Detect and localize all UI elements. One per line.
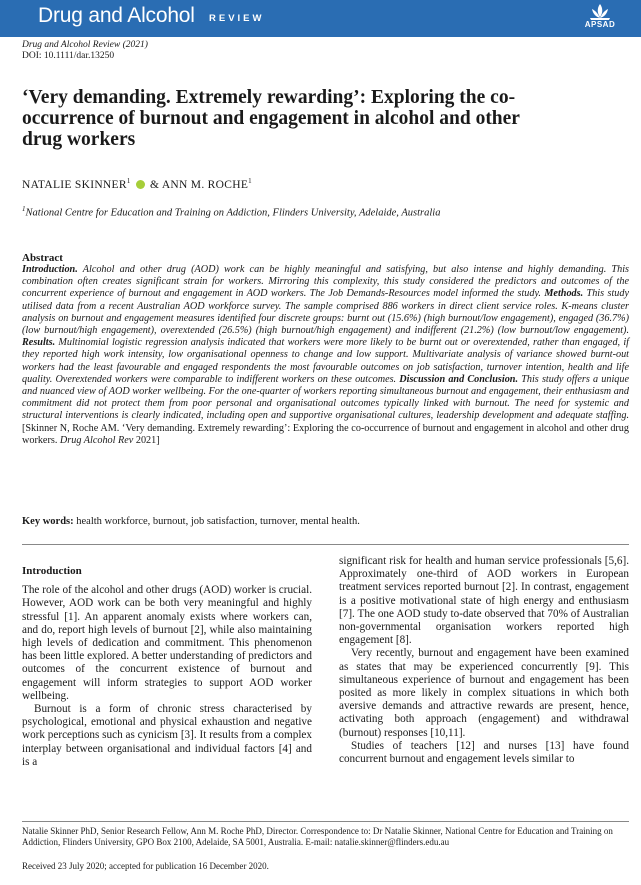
intro-heading: Introduction xyxy=(22,565,82,577)
author-name: & ANN M. ROCHE xyxy=(150,178,249,191)
section-divider xyxy=(22,544,629,545)
author-affil-sup: 1 xyxy=(248,177,252,185)
article-title: ‘Very demanding. Extremely rewarding’: Exploring the co-occurrence of burnout and engagement in alcohol and other drug workers xyxy=(22,87,520,150)
body-paragraph: Burnout is a form of chronic stress characterised by psychological, emotional and physical exhaustion and negative work perceptions such as cynicism [3]. It results from a complex interplay between organisational and individual factors [4] and is a xyxy=(22,703,312,768)
logo-text: APSAD xyxy=(584,20,616,29)
doi: DOI: 10.1111/dar.13250 xyxy=(22,51,115,61)
abstract-intro-label: Introduction. xyxy=(22,264,78,275)
abstract-discussion: This study offers a unique and nuanced view of AOD worker wellbeing. For the one-quarter of workers reporting simultaneous burnout and engagement, their enthusiasm and commitment did not protect them from poor personal and organisational outcomes typically linked with burnout. The need for systemic and structural interventions is clearly indicated, including open and supportive organisational cultures, leadership development and adequate staffing. xyxy=(22,373,629,422)
body-paragraph: significant risk for health and human service professionals [5,6]. Approximately one-third of AOD workers in European treatment services reported burnout [2]. In contrast, engagement is a positive motivational state of high energy and enthusiasm [7]. The one AOD study to-date observed that 70% of Australian non-governmental organisation workers reported high engagement [8]. xyxy=(339,555,629,647)
abstract-body xyxy=(22,264,629,447)
abstract-heading: Abstract xyxy=(22,252,63,264)
affiliation xyxy=(22,205,440,219)
apsad-logo xyxy=(580,3,620,35)
affil-sup: 1 xyxy=(22,205,26,213)
body-column-right xyxy=(339,555,629,766)
abstract-discussion-label: Discussion and Conclusion. xyxy=(399,373,519,385)
received-date: Received 23 July 2020; accepted for publication 16 December 2020. xyxy=(22,861,269,871)
body-paragraph: The role of the alcohol and other drugs (AOD) worker is crucial. However, AOD work can be both very meaningful and highly stressful [1]. An apparent anomaly exists where workers can, and do, report high levels of burnout [2], while also maintaining high levels of dedication and commitment. This phenomenon has been little explored. A better understanding of predictors and outcomes of the concurrent existence of burnout and engagement will inform strategies to support AOD worker wellbeing. xyxy=(22,584,312,702)
keywords-label: Key words: xyxy=(22,516,74,527)
orcid-icon[interactable] xyxy=(136,180,145,189)
lotus-icon xyxy=(589,3,611,21)
journal-suffix: REVIEW xyxy=(209,13,265,24)
abstract-results-label: Results. xyxy=(22,337,56,349)
keywords xyxy=(22,516,360,527)
abstract-methods: This study utilised data from a recent Australian AOD workforce survey. The sample comprised 886 workers in direct client service roles. K-means cluster analysis on burnout and engagement measures identified four discrete groups: burnt out (15.6%) (high burnout/low engagement), engaged (36.7%) (low burnout/high engagement), overextended (26.5%) (high burnout/high engagement) and indifferent (21.2%) (low burnout/low engagement). xyxy=(22,288,629,337)
footer-divider xyxy=(22,821,629,822)
keywords-text: health workforce, burnout, job satisfaction, turnover, mental health. xyxy=(73,516,360,527)
authors xyxy=(22,177,252,191)
citation-journal: Drug Alcohol Rev xyxy=(59,434,134,446)
article-meta xyxy=(22,40,148,62)
journal-name: Drug and Alcohol xyxy=(38,4,195,27)
affiliation-text: National Centre for Education and Training on Addiction, Flinders University, Adelaide, Australia xyxy=(25,207,441,219)
author-name: NATALIE SKINNER xyxy=(22,178,127,191)
journal-citation: Drug and Alcohol Review (2021) xyxy=(22,40,148,50)
body-column-left xyxy=(22,565,312,769)
citation-end: 2021] xyxy=(133,434,160,446)
abstract-methods-label: Methods. xyxy=(544,288,584,300)
body-paragraph: Very recently, burnout and engagement have been examined as states that may be experienced concurrently [9]. This simultaneous experience of burnout and engagement has been posited as more likely in complex situations in which both aversive demands and attractive rewards are present, hence, activating both approach (engagement) and withdrawal (burnout) responses [10,11]. xyxy=(339,647,629,739)
abstract-citation xyxy=(22,423,629,446)
abstract-intro: Alcohol and other drug (AOD) work can be highly meaningful and satisfying, but also intense and highly demanding. This combination often creates significant strain for workers. Mirroring this complexity, this study considered the predictors and outcomes of the concurrent experience of burnout and engagement in AOD workers. The Job Demands-Resources model informed the study. xyxy=(22,264,629,300)
journal-banner xyxy=(0,0,641,37)
author-affil-sup: 1 xyxy=(126,177,131,185)
body-paragraph: Studies of teachers [12] and nurses [13] have found concurrent burnout and engagement levels similar to xyxy=(339,739,629,766)
citation-start: [Skinner N, Roche AM. ‘Very demanding. Extremely rewarding’: Exploring the co-occurrence of burnout and engagement in alcohol and other drug workers. xyxy=(22,422,629,446)
abstract-results: Multinomial logistic regression analysis indicated that workers were more likely to be burnt out or overextended, rather than engaged, if they reported high work intensity, low organisational openness to change and low support. Multivariate analysis of variance showed burnt-out workers had the least favourable and engaged respondents the most favourable outcomes on job satisfaction, turnover intention, health and life quality. Overextended workers were comparable to indifferent workers on these outcomes. xyxy=(22,337,629,385)
correspondence-note: Natalie Skinner PhD, Senior Research Fellow, Ann M. Roche PhD, Director. Correspondence to: Dr Natalie Skinner, National Centre for Education and Training on Addiction, Flinders University, GPO Box 2100, Adelaide, SA 5001, Australia. E-mail: natalie.skinner@flinders.edu.au xyxy=(22,826,613,847)
